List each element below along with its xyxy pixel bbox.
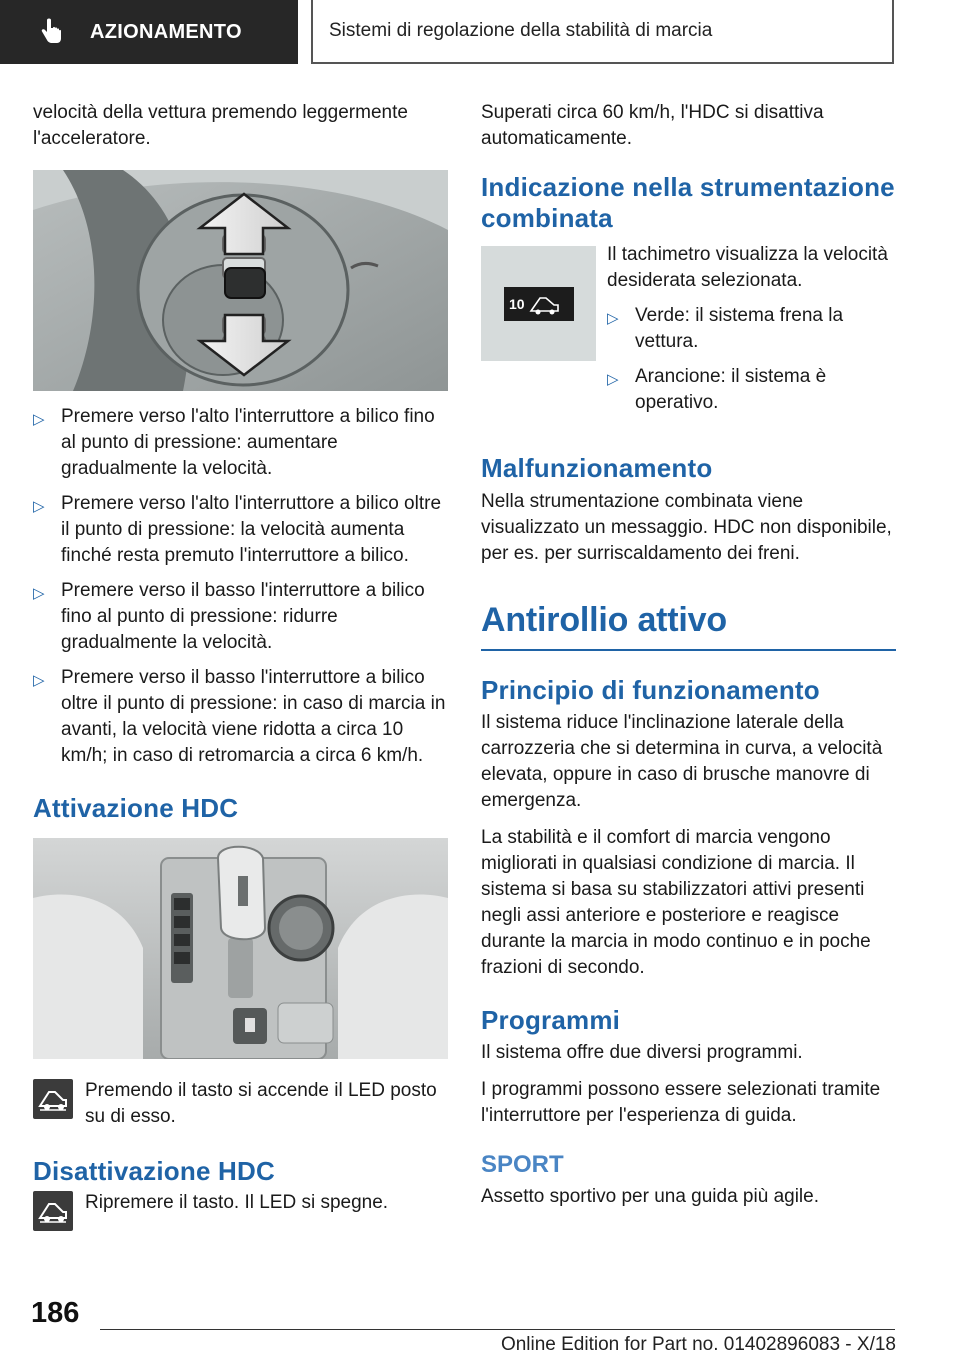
indicator-speed-value: 10 <box>508 295 525 312</box>
section-tab <box>0 0 298 64</box>
section-label: AZIONAMENTO <box>90 20 242 43</box>
deactivation-text: Ripremere il tasto. Il LED si spegne. <box>85 1192 389 1213</box>
right-column <box>481 100 896 1221</box>
steering-wheel-switch-photo <box>33 170 448 391</box>
activation-text: Premendo il tasto si accende il LED posto su di esso. <box>85 1080 437 1127</box>
heading-sport: SPORT <box>481 1151 564 1178</box>
hdc-button-icon <box>33 1079 73 1119</box>
heading-malfunzionamento: Malfunzionamento <box>481 453 713 483</box>
programs-paragraph-1: Il sistema offre due diversi programmi. <box>481 1042 803 1063</box>
heading-indicazione: Indicazione nella strumentazione combinata <box>481 172 895 233</box>
speed-adjust-list <box>33 404 448 769</box>
center-console-photo <box>33 838 448 1059</box>
indicator-section <box>481 242 896 425</box>
triangle-bullet-icon: ▷ <box>607 371 619 388</box>
heading-attivazione: Attivazione HDC <box>33 793 239 823</box>
triangle-bullet-icon: ▷ <box>33 672 45 689</box>
chapter-title: Sistemi di regolazione della stabilità di marcia <box>329 20 713 41</box>
hdc-deactivation-note <box>33 1190 448 1231</box>
heading-disattivazione: Disattivazione HDC <box>33 1156 275 1186</box>
list-item: ▷ Premere verso il basso l'interruttore a bilico fino al punto di pressione: ridurre gradualmente la velocità. <box>33 580 425 653</box>
programs-paragraph-2: I programmi possono essere selezionati tramite l'interruttore per l'esperienza di guida. <box>481 1079 881 1126</box>
speedometer-indicator-image <box>481 246 596 361</box>
heading-antirollio: Antirollio attivo <box>481 601 727 639</box>
auto-off-paragraph: Superati circa 60 km/h, l'HDC si disattiva automaticamente. <box>481 102 824 149</box>
hdc-button-icon <box>33 1191 73 1231</box>
pointing-hand-icon <box>36 17 66 47</box>
page-number: 186 <box>31 1297 80 1329</box>
triangle-bullet-icon: ▷ <box>33 585 45 602</box>
indicator-paragraph: Il tachimetro visualizza la velocità desiderata selezionata. <box>607 244 888 291</box>
list-item: ▷ Premere verso l'alto l'interruttore a bilico oltre il punto di pressione: la velocità aumenta finché resta premuto l'interruttore a bilico. <box>33 493 442 566</box>
left-column <box>33 100 448 1231</box>
heading-programmi: Programmi <box>481 1005 621 1035</box>
heading-principio: Principio di funzionamento <box>481 675 820 705</box>
list-item: ▷ Arancione: il sistema è operativo. <box>607 366 827 413</box>
principle-paragraph-2: La stabilità e il comfort di marcia vengono migliorati in qualsiasi condizione di marcia. Il sistema si basa su stabilizzatori attivi presenti negli assi anteriore e posteriore e reagisce durante la marcia in modo continuo e in poche frazioni di secondo. <box>481 827 871 978</box>
sport-paragraph: Assetto sportivo per una guida più agile. <box>481 1186 819 1207</box>
edition-text: Online Edition for Part no. 01402896083 - X/18 <box>500 1334 896 1355</box>
chapter-title-box <box>311 0 894 64</box>
list-item: ▷ Premere verso il basso l'interruttore a bilico oltre il punto di pressione: in caso di marcia in avanti, la velocità viene ridotta a circa 10 km/h; in caso di retromarcia a circa 6 km/h. <box>33 667 446 766</box>
hdc-activation-note <box>33 1078 448 1130</box>
triangle-bullet-icon: ▷ <box>607 310 619 327</box>
triangle-bullet-icon: ▷ <box>33 411 45 428</box>
intro-paragraph: velocità della vettura premendo leggermente l'acceleratore. <box>33 102 408 149</box>
indicator-color-list <box>607 303 896 416</box>
list-item: ▷ Premere verso l'alto l'interruttore a bilico fino al punto di pressione: aumentare gradualmente la velocità. <box>33 406 435 479</box>
heading-rule <box>481 649 896 651</box>
triangle-bullet-icon: ▷ <box>33 498 45 515</box>
list-item: ▷ Verde: il sistema frena la vettura. <box>607 305 844 352</box>
malfunction-paragraph: Nella strumentazione combinata viene visualizzato un messaggio. HDC non disponibile, per es. per surriscaldamento dei freni. <box>481 491 892 564</box>
indicator-text-block <box>607 242 896 425</box>
principle-paragraph-1: Il sistema riduce l'inclinazione laterale della carrozzeria che si determina in curva, a velocità elevata, oppure in caso di brusche manovre di emergenza. <box>481 712 883 811</box>
footer-rule <box>100 1329 895 1330</box>
